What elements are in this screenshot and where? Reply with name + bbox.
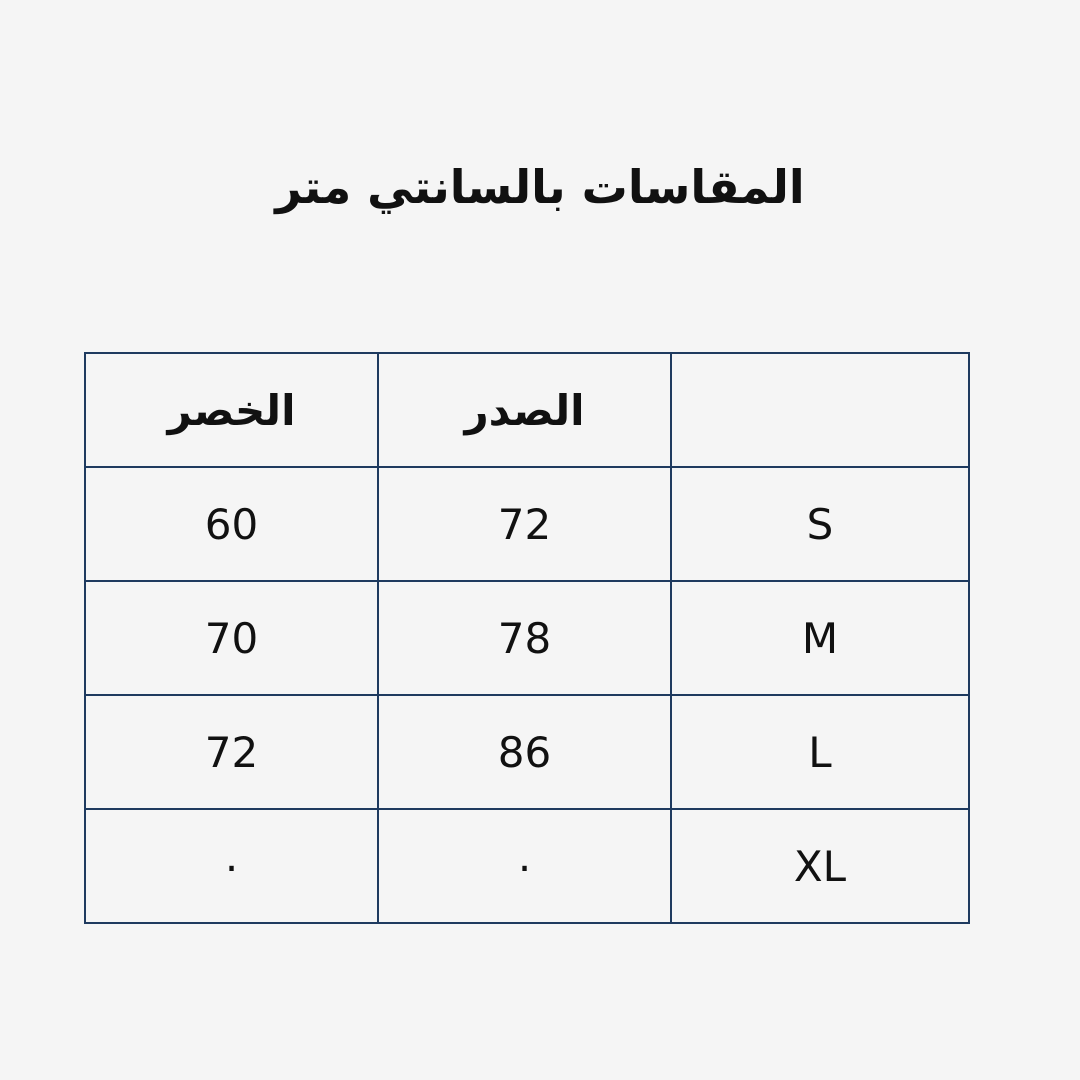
cell-chest-value: . xyxy=(517,831,532,881)
cell-waist: 70 xyxy=(85,581,378,695)
table-row xyxy=(85,809,969,923)
cell-size: S xyxy=(671,467,969,581)
table-row xyxy=(85,467,969,581)
size-table xyxy=(84,352,970,924)
cell-waist: 72 xyxy=(85,695,378,809)
size-table-container xyxy=(86,352,970,924)
table-row xyxy=(85,695,969,809)
table-header-row xyxy=(85,353,969,467)
page-title: المقاسات بالسانتي متر xyxy=(275,160,805,214)
table-header xyxy=(85,353,969,467)
cell-size: M xyxy=(671,581,969,695)
header-waist: الخصر xyxy=(85,353,378,467)
table-row xyxy=(85,581,969,695)
cell-size: XL xyxy=(671,809,969,923)
cell-waist xyxy=(85,809,378,923)
header-size-column xyxy=(671,353,969,467)
header-chest: الصدر xyxy=(378,353,671,467)
cell-waist: 60 xyxy=(85,467,378,581)
table-body xyxy=(85,467,969,923)
cell-chest: 78 xyxy=(378,581,671,695)
cell-chest xyxy=(378,809,671,923)
cell-chest: 86 xyxy=(378,695,671,809)
cell-waist-value: . xyxy=(224,831,239,881)
cell-size: L xyxy=(671,695,969,809)
cell-chest: 72 xyxy=(378,467,671,581)
